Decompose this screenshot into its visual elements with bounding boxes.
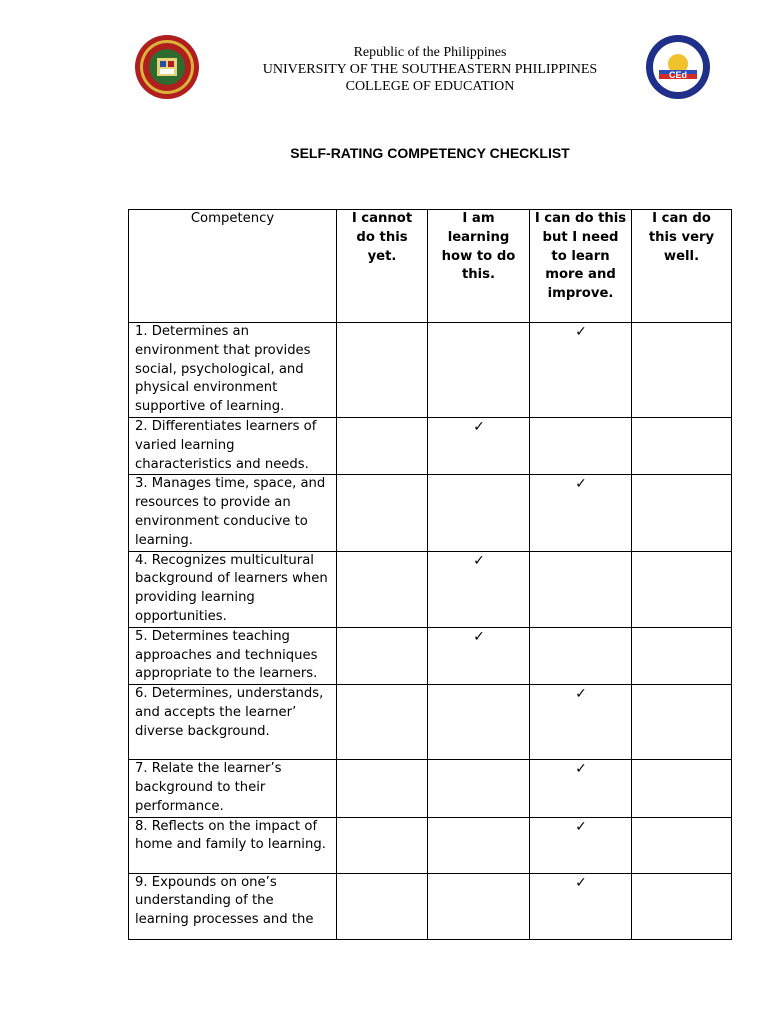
rating-cell [530, 323, 632, 418]
college-name: COLLEGE OF EDUCATION [345, 79, 515, 94]
competency-cell: 8. Reflects on the impact of home and family to learning. [129, 817, 337, 873]
ced-seal-label: CEd [669, 70, 687, 80]
check-mark-icon: ✓ [575, 761, 587, 778]
rating-cell [632, 873, 732, 939]
table-row [129, 760, 732, 817]
competency-checklist-table [128, 209, 732, 940]
competency-cell: 9. Expounds on one’s understanding of the learning processes and the [129, 873, 337, 939]
rating-cell [530, 685, 632, 760]
rating-cell [428, 475, 530, 551]
rating-cell [428, 760, 530, 817]
table-row [129, 627, 732, 684]
table-row [129, 817, 732, 873]
header-text [230, 44, 630, 95]
rating-cell [337, 685, 428, 760]
check-mark-icon: ✓ [473, 628, 485, 645]
table-header-row [129, 210, 732, 323]
rating-cell [632, 627, 732, 684]
column-header-competency: Competency [129, 210, 337, 323]
rating-cell [428, 817, 530, 873]
rating-cell [337, 760, 428, 817]
column-header-need-improve: I can do this but I need to learn more and improve. [530, 210, 632, 323]
rating-cell [632, 760, 732, 817]
document-title: SELF-RATING COMPETENCY CHECKLIST [290, 145, 570, 161]
rating-cell [632, 685, 732, 760]
column-header-learning: I am learning how to do this. [428, 210, 530, 323]
competency-cell: 2. Differentiates learners of varied learning characteristics and needs. [129, 417, 337, 474]
rating-cell [428, 627, 530, 684]
competency-cell: 4. Recognizes multicultural background of learners when providing learning opportunities. [129, 551, 337, 627]
rating-cell [337, 323, 428, 418]
check-mark-icon: ✓ [575, 476, 587, 493]
check-mark-icon: ✓ [575, 818, 587, 835]
rating-cell [337, 873, 428, 939]
rating-cell [530, 475, 632, 551]
column-header-very-well: I can do this very well. [632, 210, 732, 323]
table-row [129, 551, 732, 627]
check-mark-icon: ✓ [575, 686, 587, 703]
rating-cell [428, 323, 530, 418]
column-header-cannot-do: I cannot do this yet. [337, 210, 428, 323]
rating-cell [530, 817, 632, 873]
rating-cell [632, 323, 732, 418]
rating-cell [337, 627, 428, 684]
competency-cell: 3. Manages time, space, and resources to provide an environment conducive to learning. [129, 475, 337, 551]
check-mark-icon: ✓ [473, 418, 485, 435]
rating-cell [530, 873, 632, 939]
usep-seal-icon [134, 34, 200, 100]
rating-cell [337, 417, 428, 474]
rating-cell [428, 685, 530, 760]
table-row [129, 685, 732, 760]
college-of-education-seal-icon [645, 34, 711, 100]
competency-cell: 1. Determines an environment that provides social, psychological, and physical environment supportive of learning. [129, 323, 337, 418]
rating-cell [428, 873, 530, 939]
republic-line: Republic of the Philippines [353, 45, 507, 60]
rating-cell [632, 417, 732, 474]
rating-cell [530, 627, 632, 684]
table-row [129, 475, 732, 551]
competency-cell: 6. Determines, understands, and accepts the learner’ diverse background. [129, 685, 337, 760]
document-header [0, 0, 768, 130]
table-row [129, 417, 732, 474]
check-mark-icon: ✓ [575, 324, 587, 340]
rating-cell [530, 760, 632, 817]
check-mark-icon: ✓ [575, 874, 587, 891]
rating-cell [428, 417, 530, 474]
rating-cell [337, 817, 428, 873]
rating-cell [428, 551, 530, 627]
rating-cell [337, 475, 428, 551]
rating-cell [337, 551, 428, 627]
rating-cell [530, 551, 632, 627]
rating-cell [632, 817, 732, 873]
table-row [129, 873, 732, 939]
rating-cell [530, 417, 632, 474]
rating-cell [632, 475, 732, 551]
rating-cell [632, 551, 732, 627]
check-mark-icon: ✓ [473, 552, 485, 569]
table-row [129, 323, 732, 418]
competency-cell: 7. Relate the learner’s background to their performance. [129, 760, 337, 817]
university-name: UNIVERSITY OF THE SOUTHEASTERN PHILIPPINES [262, 62, 598, 77]
table-body [129, 323, 732, 940]
competency-cell: 5. Determines teaching approaches and techniques appropriate to the learners. [129, 627, 337, 684]
